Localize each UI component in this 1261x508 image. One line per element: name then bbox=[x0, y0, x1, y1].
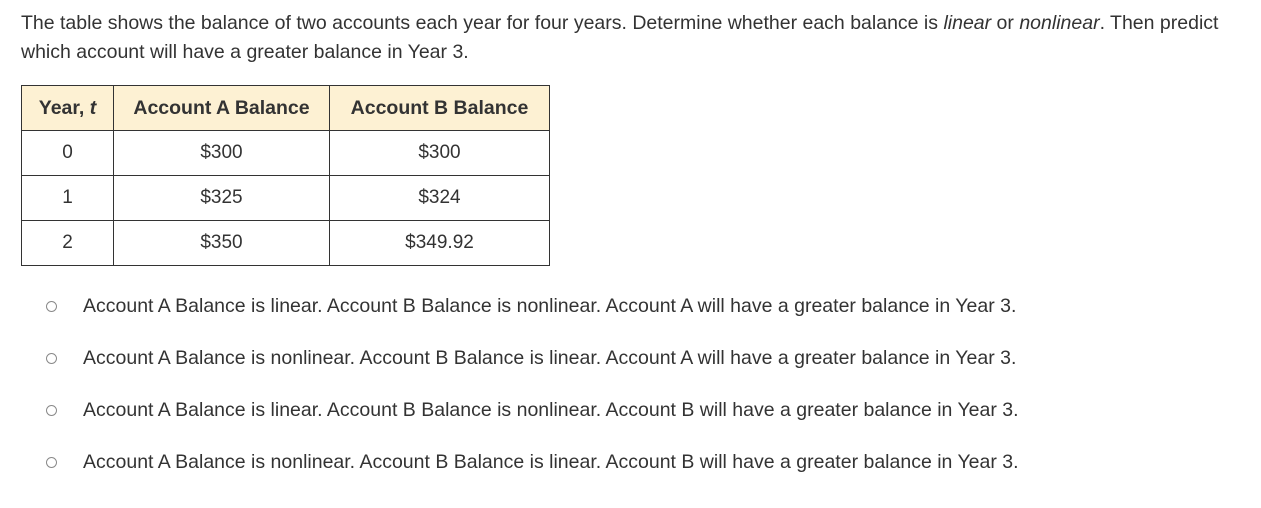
cell-account-a: $325 bbox=[114, 176, 330, 221]
question-emphasis-linear: linear bbox=[943, 12, 992, 34]
cell-account-a: $350 bbox=[114, 221, 330, 266]
cell-year: 0 bbox=[22, 131, 114, 176]
cell-account-a: $300 bbox=[114, 131, 330, 176]
answer-choice-3[interactable] bbox=[45, 384, 1245, 436]
cell-account-b: $300 bbox=[330, 131, 550, 176]
radio-button[interactable] bbox=[46, 353, 57, 364]
cell-account-b: $349.92 bbox=[330, 221, 550, 266]
question-emphasis-nonlinear: nonlinear bbox=[1019, 12, 1100, 34]
header-year-label: Year, bbox=[38, 96, 90, 119]
answer-choice-label: Account A Balance is linear. Account B Balance is nonlinear. Account A will have a greater balance in Year 3. bbox=[83, 294, 1017, 317]
radio-button[interactable] bbox=[46, 405, 57, 416]
header-account-b: Account B Balance bbox=[330, 86, 550, 131]
table-header-row bbox=[22, 86, 550, 131]
question-part-3: . Then predict which account will have a greater balance in Year 3. bbox=[21, 12, 1219, 63]
question-part-1: The table shows the balance of two accounts each year for four years. Determine whether each balance is bbox=[21, 12, 944, 34]
cell-account-b: $324 bbox=[330, 176, 550, 221]
answer-choice-label: Account A Balance is nonlinear. Account B Balance is linear. Account A will have a greater balance in Year 3. bbox=[83, 346, 1017, 369]
answer-choice-2[interactable] bbox=[45, 332, 1245, 384]
balance-table bbox=[21, 85, 550, 266]
answer-choice-label: Account A Balance is nonlinear. Account B Balance is linear. Account B will have a greater balance in Year 3. bbox=[83, 450, 1019, 473]
question-text bbox=[21, 9, 1256, 67]
table-row bbox=[22, 176, 550, 221]
cell-year: 2 bbox=[22, 221, 114, 266]
header-year bbox=[22, 86, 114, 131]
header-year-variable: t bbox=[89, 96, 97, 119]
answer-choices bbox=[45, 280, 1245, 488]
cell-year: 1 bbox=[22, 176, 114, 221]
header-account-a: Account A Balance bbox=[114, 86, 330, 131]
table-row bbox=[22, 131, 550, 176]
answer-choice-4[interactable] bbox=[45, 436, 1245, 488]
radio-button[interactable] bbox=[46, 457, 57, 468]
answer-choice-1[interactable] bbox=[45, 280, 1245, 332]
question-part-2: or bbox=[991, 12, 1020, 34]
answer-choice-label: Account A Balance is linear. Account B Balance is nonlinear. Account B will have a greater balance in Year 3. bbox=[83, 398, 1019, 421]
radio-button[interactable] bbox=[46, 301, 57, 312]
table-row bbox=[22, 221, 550, 266]
